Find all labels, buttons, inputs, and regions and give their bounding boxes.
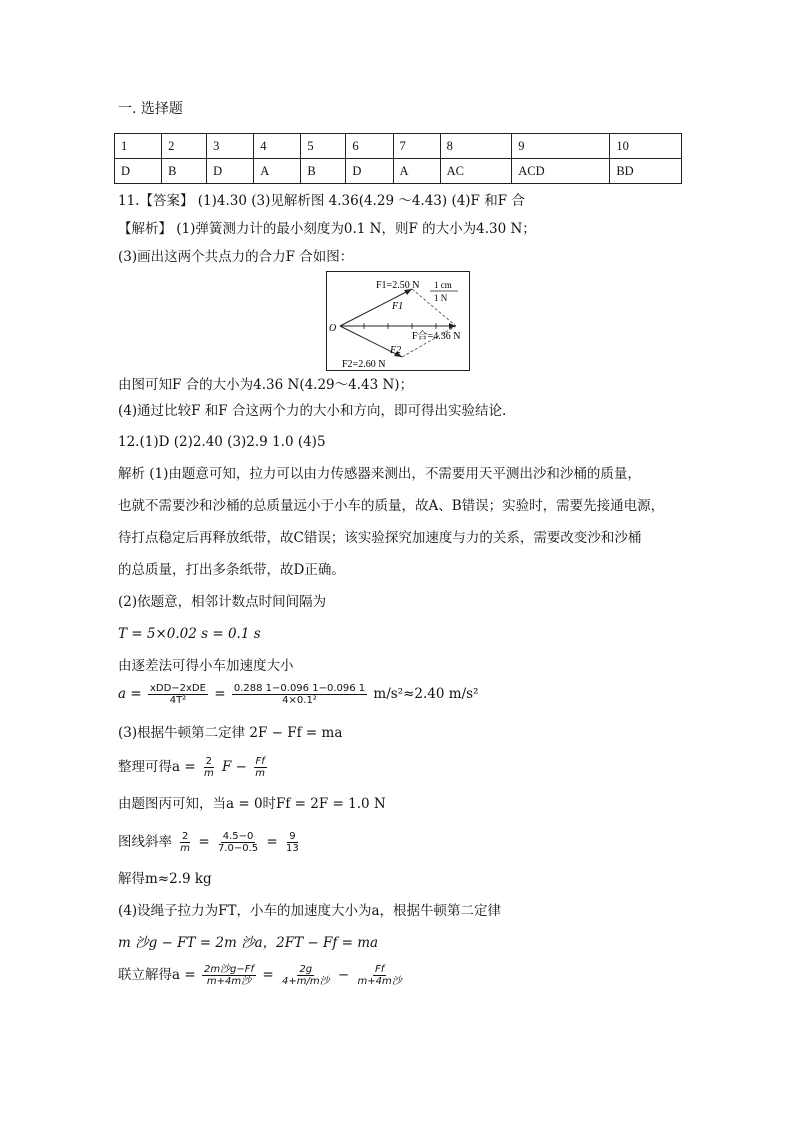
table-cell: 10	[610, 134, 682, 159]
answer-table	[114, 133, 682, 184]
eq-lhs: a =	[118, 686, 142, 702]
table-cell: 9	[512, 134, 610, 159]
force-diagram	[326, 271, 470, 371]
denominator: 13	[286, 843, 299, 854]
q12-para: (2)依题意，相邻计数点时间间隔为	[118, 594, 327, 610]
resultant-label: F合=4.36 N	[412, 331, 461, 342]
q12-period-equation: T = 5×0.02 s = 0.1 s	[118, 626, 261, 642]
section-title: 一. 选择题	[118, 101, 183, 117]
numerator: 2m沙g−Ff	[203, 964, 255, 975]
q12-para: (4)设绳子拉力为FT，小车的加速度大小为a，根据牛顿第二定律	[118, 903, 502, 919]
q11-analysis-2: (3)画出这两个共点力的合力F 合如图：	[118, 249, 354, 265]
f1-label: F1=2.50 N	[376, 280, 420, 291]
denominator: m+4m沙	[206, 976, 252, 987]
table-cell: 3	[207, 134, 254, 159]
q12-para: 也就不需要沙和沙桶的总质量远小于小车的质量，故A、B错误；实验时，需要先接通电源，	[118, 498, 665, 514]
table-cell: B	[162, 159, 207, 184]
scale-top-label: 1 cm	[434, 280, 452, 290]
numerator: 0.288 1−0.096 1−0.096 1	[233, 683, 366, 694]
table-cell: 8	[440, 134, 512, 159]
q12-para: 由逐差法可得小车加速度大小	[118, 658, 294, 674]
q12-para: 待打点稳定后再释放纸带，故C错误；该实验探究加速度与力的关系，需要改变沙和沙桶	[118, 530, 642, 546]
table-cell: AC	[440, 159, 512, 184]
denominator: 4T²	[169, 695, 187, 706]
f2-arrow-label: F2	[390, 345, 402, 356]
table-cell: A	[393, 159, 440, 184]
numerator: 2	[181, 831, 189, 842]
scale-bottom-label: 1 N	[434, 293, 448, 303]
fraction	[178, 831, 192, 854]
eq-prefix: 联立解得a =	[118, 967, 196, 983]
numerator: xDD−2xDE	[149, 683, 206, 694]
q12-para: 由题图丙可知，当a = 0时Ff = 2F = 1.0 N	[118, 796, 386, 812]
denominator: m+4m沙	[357, 976, 402, 987]
fraction	[216, 831, 260, 854]
q12-answer: 12.(1)D (2)2.40 (3)2.9 1.0 (4)5	[118, 434, 326, 450]
eq-rhs: m/s²≈2.40 m/s²	[373, 686, 479, 702]
eq-prefix: 整理可得a =	[118, 759, 196, 775]
fraction	[253, 756, 267, 779]
numerator: Ff	[374, 964, 385, 975]
table-row	[115, 159, 682, 184]
table-cell: 2	[162, 134, 207, 159]
denominator: m	[203, 768, 214, 779]
table-row	[115, 134, 682, 159]
table-cell: 6	[346, 134, 393, 159]
acceleration-equation: a = $\frac{\text{xDD−2xDE}}{\text{4T²}}$ = $\frac{0.288 1-0.096 1-0.096 1}{\text{4×0.1²}}$ m/s²≈2.40 m/s²	[118, 683, 479, 706]
fraction	[280, 964, 332, 987]
q11-analysis-3: 由图可知F 合的大小为4.36 N(4.29～4.43 N)；	[118, 377, 414, 393]
fraction	[232, 683, 367, 706]
table-cell: BD	[610, 159, 682, 184]
fraction	[284, 831, 301, 854]
f1-arrow-label: F1	[392, 301, 404, 312]
q12-para: 解析 (1)由题意可知，拉力可以由力传感器来测出，不需要用天平测出沙和沙桶的质量，	[118, 466, 641, 482]
table-cell: 5	[301, 134, 346, 159]
q12-para: 的总质量，打出多条纸带，故D正确。	[118, 562, 345, 578]
eq-prefix: 图线斜率	[118, 834, 172, 850]
q11-answer: 11.【答案】 (1)4.30 (3)见解析图 4.36(4.29 ～4.43) (4)F 和F 合	[118, 193, 525, 209]
solution-equation: 联立解得a = $\frac{\text{2m沙g−Ff}}{\text{m+4m沙}}$ = $\frac{2g}{\text{4+m/m沙}}$ − $\frac{Ff}{\text{m+4m沙}}$	[118, 964, 402, 987]
table-cell: A	[254, 159, 301, 184]
fraction	[202, 964, 256, 987]
denominator: 7.0−0.5	[217, 843, 259, 854]
fraction	[355, 964, 403, 987]
rearranged-equation	[118, 756, 269, 779]
denominator: m	[180, 843, 191, 854]
denominator: m	[255, 768, 266, 779]
table-cell: 7	[393, 134, 440, 159]
numerator: 4.5−0	[222, 831, 254, 842]
table-cell: D	[346, 159, 393, 184]
numerator: 2g	[299, 964, 313, 975]
f2-label: F2=2.60 N	[342, 359, 386, 370]
slope-equation: 图线斜率 $\frac{2}{m}$ = $\frac{4.5-0}{7.0-0.5}$ = $\frac{9}{13}$	[118, 831, 299, 854]
table-cell: 1	[115, 134, 162, 159]
numerator: 2	[205, 756, 213, 767]
numerator: Ff	[255, 756, 265, 767]
table-cell: ACD	[512, 159, 610, 184]
origin-label: O	[329, 323, 337, 334]
fraction	[148, 683, 208, 706]
q12-system-equation: m 沙g − FT = 2m 沙a，2FT − Ff = ma	[118, 935, 379, 951]
denominator: 4+m/m沙	[281, 976, 330, 987]
numerator: 9	[289, 831, 296, 842]
table-cell: D	[115, 159, 162, 184]
q11-analysis-4: (4)通过比较F 和F 合这两个力的大小和方向，即可得出实验结论.	[118, 403, 507, 419]
denominator: 4×0.1²	[282, 695, 317, 706]
eq-mid: F −	[222, 759, 247, 775]
table-cell: B	[301, 159, 346, 184]
fraction	[202, 756, 216, 779]
q11-analysis-1: 【解析】 (1)弹簧测力计的最小刻度为0.1 N，则F 的大小为4.30 N；	[118, 221, 536, 237]
table-cell: D	[207, 159, 254, 184]
table-cell: 4	[254, 134, 301, 159]
q12-para: 解得m≈2.9 kg	[118, 871, 212, 887]
q12-para: (3)根据牛顿第二定律 2F − Ff = ma	[118, 725, 343, 741]
